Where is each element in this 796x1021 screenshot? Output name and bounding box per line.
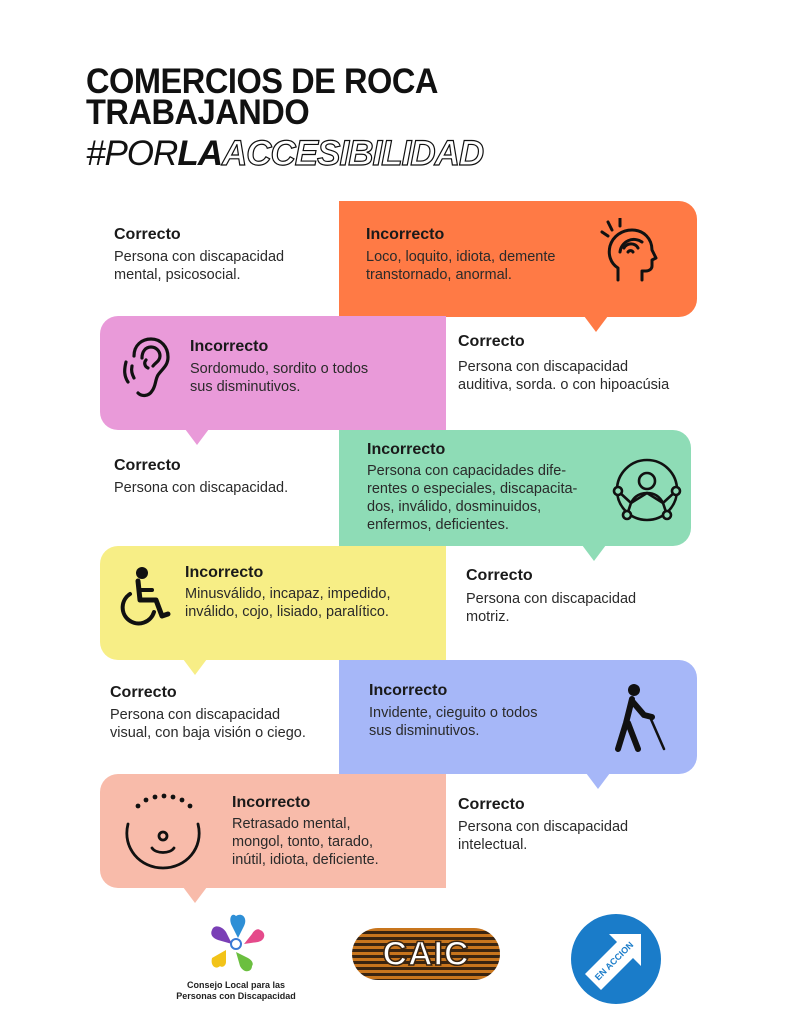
community-circle-icon bbox=[609, 455, 685, 525]
correct-heading: Correcto bbox=[458, 796, 525, 813]
title-line-2: TRABAJANDO bbox=[86, 93, 310, 132]
incorrect-heading: Incorrecto bbox=[185, 564, 264, 581]
incorrect-text: Persona con capacidades dife- rentes o especiales, discapacita- dos, inválido, dosminuidos, enfermos, deficientes. bbox=[367, 463, 578, 533]
consejo-logo-icon bbox=[200, 908, 272, 978]
en-accion-text: EN ACCION bbox=[592, 939, 636, 983]
hashtag-prefix: #POR bbox=[86, 134, 178, 173]
bubble-tail bbox=[586, 773, 610, 789]
correct-text: Persona con discapacidad mental, psicosocial. bbox=[114, 249, 285, 283]
face-dots-icon bbox=[118, 790, 208, 878]
bubble-tail bbox=[183, 887, 207, 903]
caic-logo-text: CAIC bbox=[382, 934, 470, 973]
hashtag-outline: ACCESIBILIDAD bbox=[221, 134, 484, 173]
page-title bbox=[86, 62, 438, 132]
correct-text: Persona con discapacidad visual, con baja visión o ciego. bbox=[110, 707, 306, 741]
incorrect-heading: Incorrecto bbox=[190, 338, 269, 355]
blind-person-cane-icon bbox=[608, 683, 670, 755]
consejo-logo-caption: Consejo Local para las Personas con Discapacidad bbox=[176, 980, 296, 1001]
incorrect-text: Minusválido, incapaz, impedido, inválido, cojo, lisiado, paralítico. bbox=[185, 586, 391, 620]
incorrect-heading: Incorrecto bbox=[232, 794, 311, 811]
incorrect-text: Loco, loquito, idiota, demente transtornado, anormal. bbox=[366, 249, 556, 283]
correct-heading: Correcto bbox=[114, 226, 181, 243]
wheelchair-icon bbox=[116, 566, 174, 626]
incorrect-heading: Incorrecto bbox=[369, 682, 448, 699]
correct-text: Persona con discapacidad. bbox=[114, 480, 289, 496]
bubble-tail bbox=[584, 316, 608, 332]
hashtag bbox=[86, 136, 483, 172]
incorrect-text: Retrasado mental, mongol, tonto, tarado, inútil, idiota, deficiente. bbox=[232, 816, 379, 868]
incorrect-text: Invidente, cieguito o todos sus disminutivos. bbox=[369, 705, 538, 739]
bubble-tail bbox=[185, 429, 209, 445]
correct-heading: Correcto bbox=[110, 684, 177, 701]
caic-logo bbox=[352, 928, 500, 980]
title-line-1: COMERCIOS DE ROCA bbox=[86, 62, 438, 101]
correct-text: Persona con discapacidad auditiva, sorda. o con hipoacúsia bbox=[458, 359, 670, 393]
bubble-tail bbox=[582, 545, 606, 561]
incorrect-heading: Incorrecto bbox=[367, 441, 446, 458]
hashtag-bold: LA bbox=[177, 134, 222, 173]
correct-text: Persona con discapacidad intelectual. bbox=[458, 819, 629, 853]
incorrect-text: Sordomudo, sordito o todos sus disminutivos. bbox=[190, 361, 369, 395]
ear-icon bbox=[122, 336, 172, 400]
correct-heading: Correcto bbox=[466, 567, 533, 584]
correct-heading: Correcto bbox=[458, 333, 525, 350]
en-accion-logo bbox=[571, 914, 661, 1004]
bubble-tail bbox=[183, 659, 207, 675]
head-mind-icon bbox=[598, 218, 664, 288]
incorrect-heading: Incorrecto bbox=[366, 226, 445, 243]
correct-text: Persona con discapacidad motriz. bbox=[466, 591, 637, 625]
correct-heading: Correcto bbox=[114, 457, 181, 474]
